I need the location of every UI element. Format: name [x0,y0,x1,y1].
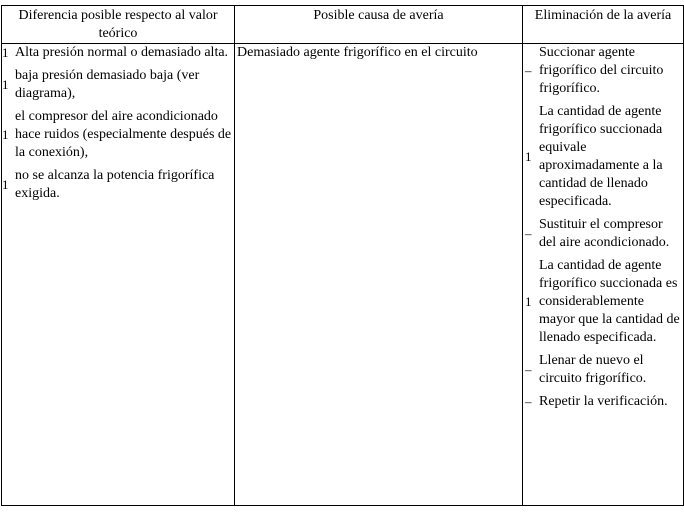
table-row [2,44,684,506]
difference-item-low-pressure [2,67,234,103]
item-marker: – [525,226,532,241]
item-marker: 1 [525,149,532,164]
item-marker: – [525,63,532,78]
difference-text: el compresor del aire acondicionado hace ruidos (especialmente después de la conexión), [15,109,232,160]
item-marker: – [525,394,532,409]
item-marker: 1 [2,77,9,92]
header-remedy: Eliminación de la avería [523,6,684,44]
cause-cell [235,44,523,506]
remedies-cell [523,44,684,506]
remedy-item-replace-compressor [523,216,683,252]
remedy-text: Repetir la verificación. [539,394,668,409]
remedy-text: La cantidad de agente frigorífico succionada equivale aproximadamente a la cantidad de llenado especificada. [539,104,663,209]
difference-text: no se alcanza la potencia frigorífica exigida. [15,168,215,201]
remedy-text: Llenar de nuevo el circuito frigorífico. [539,353,647,386]
item-marker: 1 [2,127,9,142]
item-marker: – [525,362,532,377]
troubleshooting-table [1,5,684,506]
item-marker: 1 [2,177,9,192]
remedy-text: Succionar agente frigorífico del circuito frigorífico. [539,45,664,96]
header-difference: Diferencia posible respecto al valor teórico [2,6,235,44]
header-row [2,6,684,44]
difference-item-high-pressure [2,44,234,62]
header-cause: Posible causa de avería [235,6,523,44]
remedy-item-refill [523,352,683,388]
remedy-item-equal-amount [523,103,683,211]
remedy-item-repeat-check [523,393,683,411]
remedy-text: La cantidad de agente frigorífico succionada es considerablemente mayor que la cantidad de llenado especificada. [539,258,680,345]
remedy-item-extract [523,44,683,98]
remedy-item-greater-amount [523,257,683,347]
difference-text: baja presión demasiado baja (ver diagrama), [15,68,200,101]
difference-text: Alta presión normal o demasiado alta. [15,45,229,60]
difference-item-cooling-capacity [2,167,234,203]
item-marker: 1 [525,294,532,309]
differences-list [2,44,234,203]
differences-cell [2,44,235,506]
remedy-text: Sustituir el compresor del aire acondicionado. [539,217,670,250]
difference-item-compressor-noise [2,108,234,162]
item-marker: 1 [2,45,9,60]
cause-text: Demasiado agente frigorífico en el circuito [237,45,478,60]
remedies-list [523,44,683,411]
